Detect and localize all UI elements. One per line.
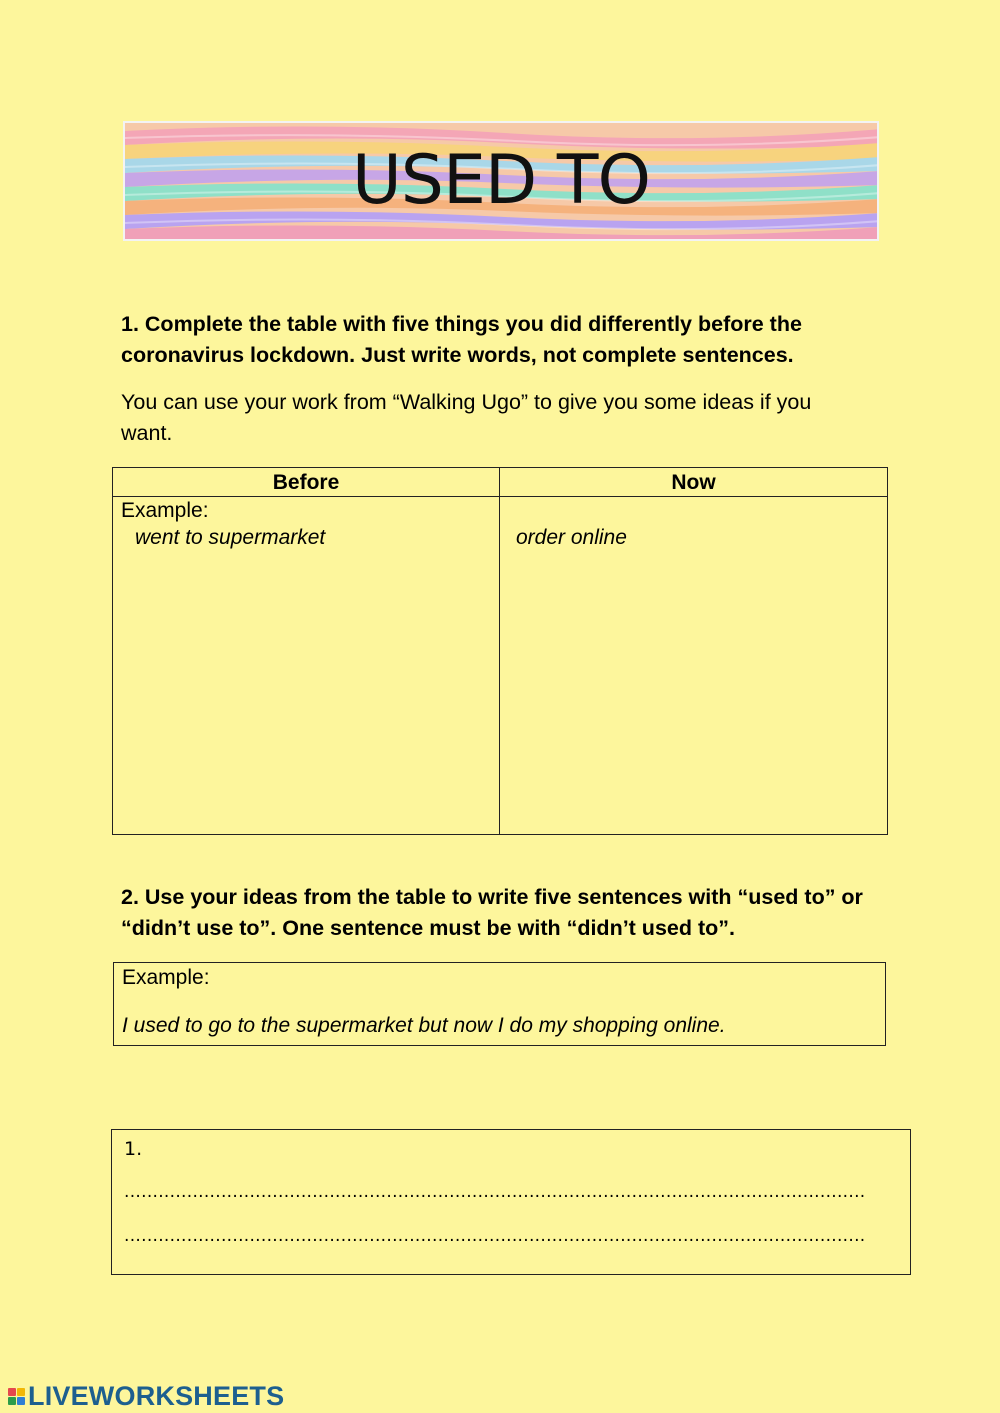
table-header-now: Now [671, 471, 716, 494]
example-sentence: I used to go to the supermarket but now I do my shopping online. [122, 1014, 726, 1037]
liveworksheets-logo-icon [8, 1388, 25, 1405]
answer-line-1[interactable]: .................................................................................................................................. [124, 1182, 866, 1202]
example-sentence-box [113, 962, 886, 1046]
table-example-label: Example: [121, 499, 209, 522]
question-2-instruction: 2. Use your ideas from the table to write five sentences with “used to” or “didn’t use to”. One sentence must be with “didn’t used to”. [121, 885, 863, 940]
title-banner [123, 121, 879, 241]
liveworksheets-brand [8, 1381, 284, 1411]
question-1-instruction: 1. Complete the table with five things you did differently before the coronavirus lockdown. Just write words, not complete sentences. [121, 312, 802, 367]
table-example-now: order online [516, 526, 627, 549]
answer-box[interactable] [111, 1129, 911, 1275]
brand-name: LIVEWORKSHEETS [28, 1380, 285, 1411]
example-sentence-label: Example: [122, 966, 210, 989]
table-column-divider [499, 468, 500, 834]
table-header-before: Before [272, 471, 340, 494]
page-title: USED TO [352, 141, 650, 220]
answer-line-2[interactable]: .................................................................................................................................. [124, 1226, 866, 1246]
table-example-before: went to supermarket [135, 526, 326, 549]
before-now-table [112, 467, 888, 835]
answer-number: 1. [124, 1138, 143, 1160]
question-1-hint: You can use your work from “Walking Ugo” to give you some ideas if you want. [121, 390, 812, 445]
